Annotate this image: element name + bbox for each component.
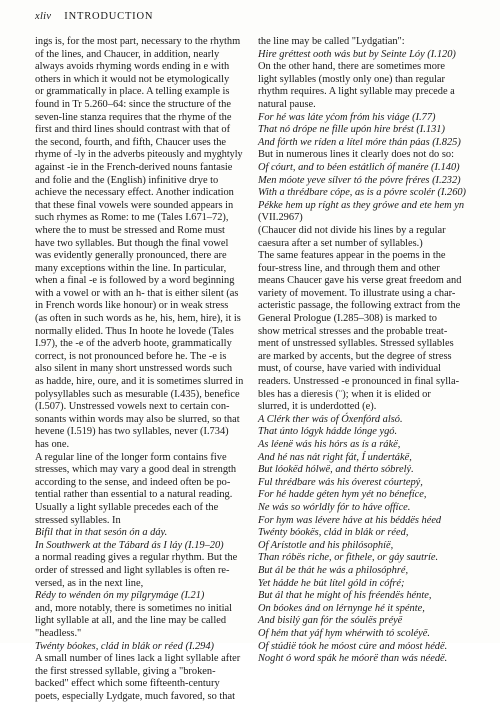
verse-line: Rédy to wénden ón my pílgrymáge (I.21): [35, 590, 205, 602]
right-column: [258, 36, 466, 666]
text-line: where the to must be stressed and Rome must: [35, 224, 225, 236]
verse-line: Of cóurt, and to béen estátlich óf manére (I.140): [258, 161, 460, 173]
verse-line: Twénty bóokës, clád in blák or réed,: [258, 527, 409, 539]
text-line: found in Tr 5.260–64: since the structure of the: [35, 98, 231, 110]
text-line: of the lines, and Chaucer, in addition, nearly: [35, 48, 220, 60]
verse-line: That únto lógyk hádde lónge ygó.: [258, 426, 398, 438]
text-line: with a vowel or with an h- that is either silent (as: [35, 287, 239, 299]
text-line: means Chaucer gave his verse great freedom and: [258, 275, 462, 287]
text-line: bles has a dieresis (¨); when it is elided or: [258, 388, 431, 400]
verse-line: Yet hádde he bút lítel góld in cófré;: [258, 577, 405, 589]
text-line: or grammatically in place. A telling example is: [35, 86, 230, 98]
text-line: acteristic passage, the following extract from the: [258, 300, 461, 312]
verse-line: Ne wás so wórldly fór to háve offíce.: [258, 501, 411, 513]
text-line: (I.507). Unstressed vowels next to certain con-: [35, 401, 230, 413]
text-line: when a final -e is followed by a word beginning: [35, 275, 235, 287]
verse-line: And fórth we ríden a lítel móre thán páas (I.825): [258, 136, 461, 148]
verse-line: Twénty bóokes, clád in blák or réed (I.294): [35, 640, 215, 652]
verse-line: In Southwerk at the Tábard ás I láy (I.19–20): [35, 539, 224, 551]
verse-line: That nó drópe ne fille upón hire brést (I.131): [258, 124, 445, 136]
verse-line: For hé hadde géten hym yét no bénefíce,: [258, 489, 427, 501]
text-line: such rhymes as Rome: to me (Tales I.671–72),: [35, 212, 229, 224]
text-line: A regular line of the longer form contains five: [35, 451, 227, 463]
text-line: sonants within words may also be slurred, so that: [35, 413, 240, 425]
text-line: variety of movement. To illustrate using a char-: [258, 287, 456, 299]
text-line: the second, fourth, and fifth, Chaucer uses the: [35, 136, 227, 148]
text-line: A small number of lines lack a light syllable after: [35, 653, 241, 665]
verse-line: Men móote yeve sílver tó the póvre fréres (I.232): [258, 174, 461, 186]
text-line: ings is, for the most part, necessary to the rhythm: [35, 36, 241, 47]
text-line: four-stress line, and through them and other: [258, 262, 440, 274]
text-line: readers. Unstressed -e pronounced in final sylla-: [258, 376, 460, 388]
verse-line: But ál that he míght of his fréendës hénte,: [258, 590, 432, 602]
text-line: poets, especially Lydgate, much favored, so that: [35, 690, 235, 702]
verse-line: Bifil that in that sesón ón a dáy.: [35, 527, 168, 539]
verse-line: On bóokes ánd on lérnynge hé it spénte,: [258, 602, 425, 614]
text-line: caesura after a set number of syllables.): [258, 237, 423, 249]
verse-line: For hé was láte yćom fróm his viáge (I.77): [258, 111, 436, 123]
text-line: in French words like honour) or in weak stress: [35, 300, 229, 312]
text-line: I.97), the -e of the adverb hoote, grammatically: [35, 338, 232, 350]
text-line: rhyme of -ly in the adverbs piteously and myghtyly: [35, 149, 243, 161]
verse-line: For hym was lévere háve at his béddës héed: [258, 514, 442, 526]
verse-line: With a thrédbare cópe, as is a póvre scolér (I.260): [258, 187, 466, 199]
text-line: slurred, it is underdotted (e).: [258, 401, 377, 413]
text-line: a normal reading gives a regular rhythm. But the: [35, 552, 238, 564]
verse-line: Noght ó word spák he móorë than wás néedë.: [258, 653, 448, 665]
text-line: normally elided. Thus In hoote he lovede (Tales: [35, 325, 234, 337]
verse-line: A Clérk ther wás of Óxenfórd alsó.: [258, 413, 403, 425]
verse-line: But ál be thát he wás a philosóphré,: [258, 564, 409, 576]
text-line: light syllable at all, and the line may be called: [35, 615, 227, 627]
text-line: light syllables (mostly only one) than regular: [258, 73, 445, 85]
verse-line: Than róbës riche, or fithele, or gáy sautríe.: [258, 552, 439, 564]
text-line: stressed syllables. In: [35, 514, 121, 526]
text-line: Usually a light syllable precedes each of the: [35, 501, 219, 513]
text-line: On the other hand, there are sometimes more: [258, 61, 445, 73]
verse-line: Of stúdië tóok he móost cúre and móost hédë.: [258, 640, 448, 652]
page-number: xliv: [35, 11, 52, 22]
text-line: also silent in many short unstressed words such: [35, 363, 233, 375]
verse-line: But lóokëd hólwë, and thérto sóbrelý.: [258, 464, 414, 476]
text-line: polysyllables such as mesurable (I.435), benefice: [35, 388, 240, 400]
verse-line: And hé nas nát right fát, Í undertákë,: [258, 451, 412, 463]
text-line: The same features appear in the poems in the: [258, 250, 446, 262]
text-line: are marked by accents, but the degree of stress: [258, 350, 452, 362]
text-line: many exceptions within the line. In particular,: [35, 262, 227, 274]
text-line: show metrical stresses and the probable treat-: [258, 325, 448, 337]
text-line: backed" effect which some fifteenth-century: [35, 678, 220, 690]
text-line: seven-line stanza requires that the rhyme of the: [35, 111, 232, 123]
text-line: General Prologue (I.285–308) is marked to: [258, 313, 437, 325]
text-line: (VII.2967): [258, 212, 303, 224]
text-line: have two syllables. But though the final vowel: [35, 237, 229, 249]
text-line: that these final vowels were sounded appears in: [35, 199, 234, 211]
text-line: and, more notably, there is sometimes no initial: [35, 602, 232, 614]
text-line: must, of course, have varied with individual: [258, 363, 441, 375]
verse-line: Of hém that yáf hym whérwith tó scoléyë.: [258, 627, 430, 639]
text-line: ment of unstressed syllables. Stressed syllables: [258, 338, 454, 350]
text-line: (as often in such words as he, his, hem, hire), it is: [35, 313, 241, 325]
verse-line: Pékke hem up ríght as they grówe and ete hem yn: [258, 199, 465, 211]
left-column: [35, 36, 243, 703]
text-line: (Chaucer did not divide his lines by a regular: [258, 224, 446, 236]
text-line: has one.: [35, 439, 70, 450]
text-line: rhythm requires. A light syllable may precede a: [258, 86, 455, 98]
verse-line: Hire gréttest ooth wás but by Seinte Lóy (I.120): [258, 48, 456, 60]
verse-line: Of Arístotle and his philósophíë,: [258, 539, 394, 551]
text-line: natural pause.: [258, 98, 316, 110]
text-line: versed, as in the next line,: [35, 577, 144, 589]
text-line: was evidently generally pronounced, there are: [35, 250, 227, 262]
text-line: as hadde, hire, oure, and it is sometimes slurred in: [35, 376, 244, 388]
text-line: always avoids rhyming words ending in e with: [35, 61, 230, 73]
text-line: others in which it would not be etymologically: [35, 73, 230, 85]
running-header: [35, 11, 153, 22]
text-line: hevene (I.519) has two syllables, never (I.734): [35, 426, 229, 438]
text-line: first and third lines should contrast with that of: [35, 124, 231, 136]
running-title: INTRODUCTION: [64, 11, 154, 22]
text-line: and folie and the (English) infinitive drye to: [35, 174, 219, 186]
verse-line: And bisilý gan fór the sóulës préyë: [258, 615, 403, 627]
text-line: according to the sense, and indeed often be po-: [35, 476, 231, 488]
text-line: the first stressed syllable, giving a "broken-: [35, 665, 216, 677]
text-line: achieve the necessary effect. Another indication: [35, 187, 234, 199]
text-line: the line may be called "Lydgatian":: [258, 36, 405, 47]
text-line: against -ie in the French-derived nouns fantasie: [35, 161, 233, 173]
text-line: tential rather than essential to a natural reading.: [35, 489, 233, 501]
text-line: "headless.": [35, 627, 82, 639]
text-line: correct, is not pronounced before he. The -e is: [35, 350, 227, 362]
verse-line: As léenë wás his hórs as ís a rákë,: [258, 439, 401, 450]
verse-line: Ful thrédbare wás his óverest cóurtepý,: [258, 476, 423, 488]
text-line: But in numerous lines it clearly does not do so:: [258, 149, 454, 161]
text-line: stresses, which may vary a good deal in strength: [35, 464, 237, 476]
text-line: order of stressed and light syllables is often re-: [35, 564, 230, 576]
